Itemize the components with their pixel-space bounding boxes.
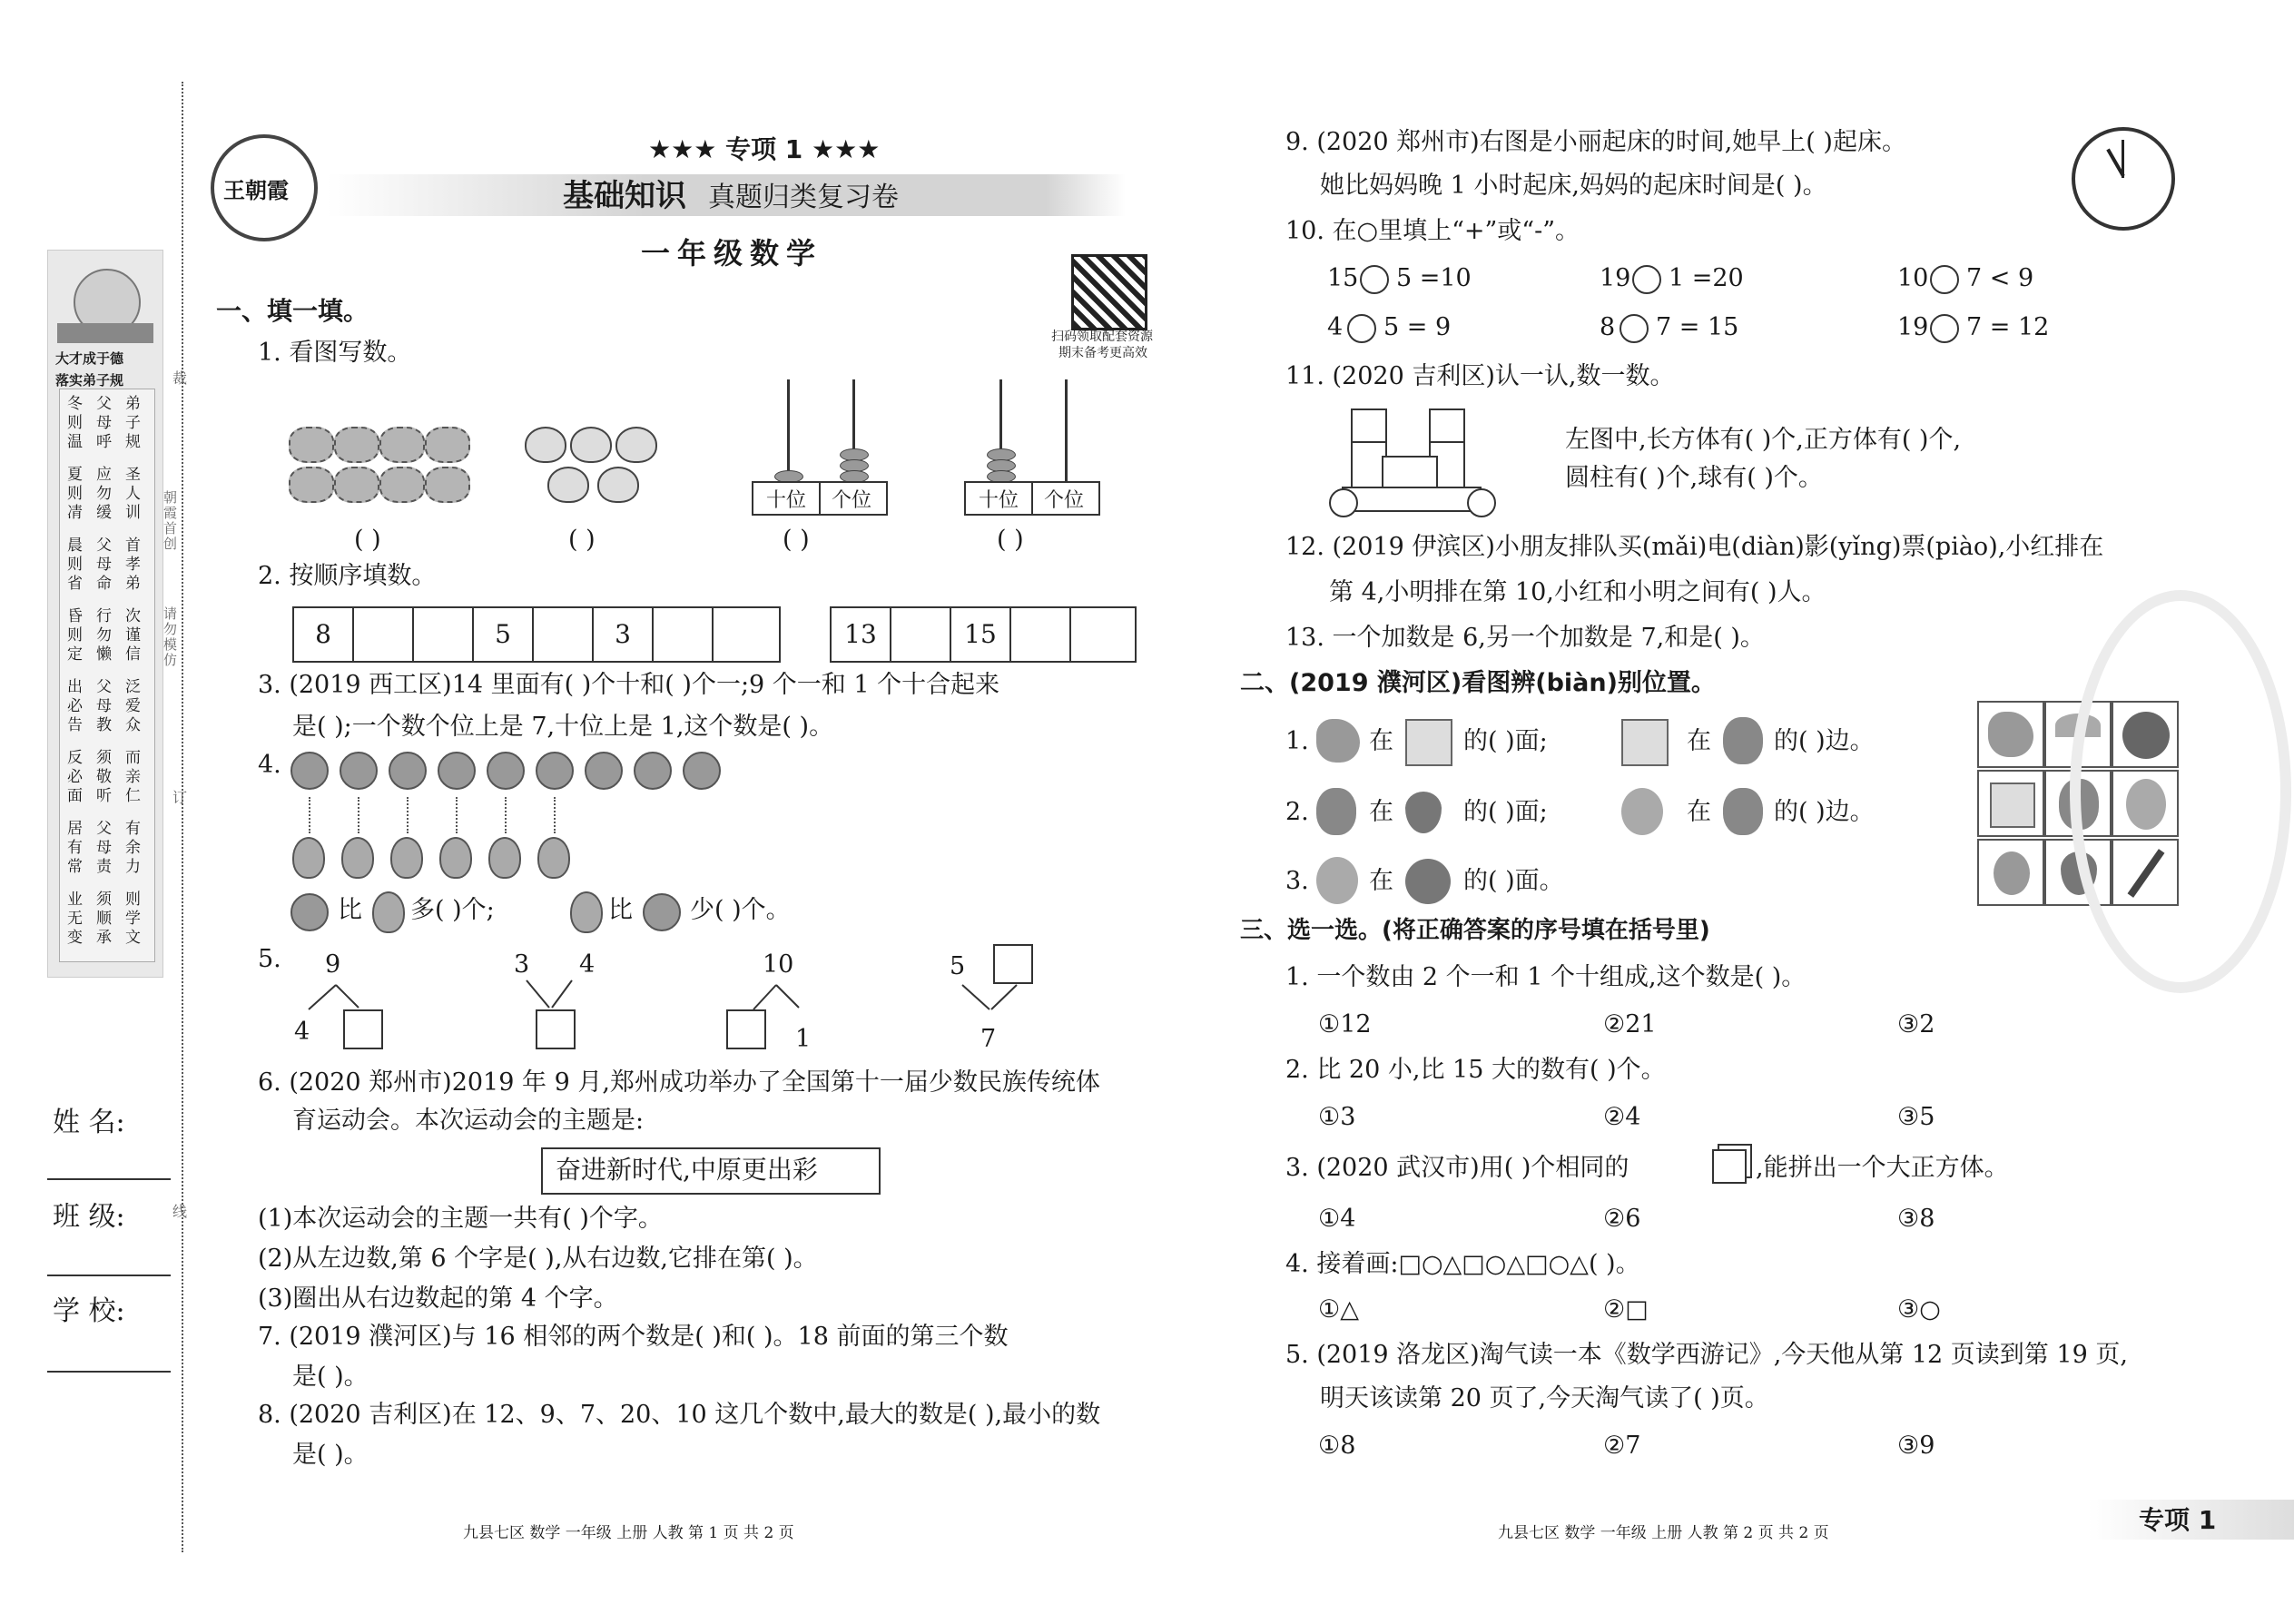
- shirt-icon: [1621, 719, 1669, 766]
- s3-q3-opt-2[interactable]: ②6: [1603, 1205, 1641, 1233]
- q4-pears: [292, 837, 583, 882]
- q6-line-2: 育运动会。本次运动会的主题是:: [292, 1107, 645, 1135]
- sequence-cell: 15: [951, 608, 1011, 661]
- poem-column: 首孝弟: [125, 536, 141, 593]
- q5-answer-box-c[interactable]: [726, 1009, 766, 1049]
- q4-text-a: 比: [338, 896, 362, 924]
- s3-q3-a: 3. (2020 武汉市)用( )个相同的: [1285, 1154, 1629, 1182]
- monkey-icon: [1316, 857, 1358, 904]
- sec2-text: 的( )面;: [1463, 727, 1548, 755]
- poem-column: 居有常: [67, 820, 83, 876]
- ball-icon: [1329, 488, 1358, 517]
- s3-q1-opt-2[interactable]: ②21: [1603, 1010, 1657, 1038]
- flower-icon: [334, 467, 379, 503]
- q13-prompt: 13. 一个加数是 6,另一个加数是 7,和是( )。: [1285, 624, 1765, 652]
- q1-answer-4[interactable]: ( ): [997, 526, 1024, 554]
- abacus-label-tens: 十位: [766, 489, 807, 512]
- abacus-label-ones: 个位: [1044, 489, 1085, 512]
- pear-icon: [390, 837, 423, 879]
- abacus-2: [964, 379, 1100, 516]
- tomato-icon: [536, 752, 574, 790]
- pear-icon: [570, 891, 603, 933]
- pineapple-icon: [1316, 788, 1356, 835]
- abacus-divider: [1031, 483, 1033, 514]
- side-panel: [47, 250, 163, 978]
- poem-grid: [59, 389, 155, 962]
- sequence-cell: 5: [474, 608, 534, 661]
- grid-cell-shirt: [1977, 770, 2044, 837]
- q11-line-2: 圆柱有( )个,球有( )个。: [1565, 464, 1823, 492]
- poem-column: 弟子规: [125, 395, 141, 451]
- operator-circle[interactable]: [1347, 314, 1376, 343]
- match-line: [456, 797, 458, 833]
- q5-num-b-right: 4: [579, 950, 596, 979]
- flower-icon: [379, 427, 425, 463]
- dolphin-icon: [1316, 719, 1360, 763]
- flowers-picture: [289, 427, 470, 508]
- section-1-title: 一、填一填。: [216, 296, 369, 326]
- q9-line-2: 她比妈妈晚 1 小时起床,妈妈的起床时间是( )。: [1320, 172, 1827, 200]
- poem-column: 须顺承: [96, 891, 112, 947]
- poem-column: 有余力: [125, 820, 141, 876]
- tomato-icon: [487, 752, 525, 790]
- abacus-label-ones: 个位: [832, 489, 872, 512]
- section-3-title: 三、选一选。(将正确答案的序号填在括号里): [1240, 917, 1710, 944]
- sec2-line-1: [1285, 715, 1957, 770]
- school-underline[interactable]: [47, 1371, 171, 1373]
- s3-q4-opt-3[interactable]: ③○: [1897, 1295, 1941, 1324]
- poem-column: 父母责: [96, 820, 112, 876]
- operator-circle[interactable]: [1930, 265, 1959, 294]
- pear-icon: [292, 837, 325, 879]
- q5-num-b-left: 3: [514, 950, 530, 979]
- cut-label-1: 裁: [172, 369, 188, 387]
- school-label: 学 校:: [53, 1295, 125, 1327]
- q7-line-2: 是( )。: [292, 1363, 369, 1391]
- q5-num-a-top: 9: [325, 950, 341, 979]
- peaches-picture: [525, 427, 661, 508]
- s3-q1: 1. 一个数由 2 个一和 1 个十组成,这个数是( )。: [1285, 963, 1807, 991]
- q11-prompt: 11. (2020 吉利区)认一认,数一数。: [1285, 362, 1675, 390]
- sequence-cell[interactable]: [714, 608, 772, 661]
- shirt-icon: [1405, 719, 1452, 766]
- name-label: 姓 名:: [53, 1107, 125, 1138]
- sec2-line-3: [1285, 855, 1830, 910]
- poem-column: 父母教: [96, 678, 112, 734]
- sequence-cell[interactable]: [354, 608, 414, 661]
- split-line: [776, 985, 799, 1008]
- q10-prompt: 10. 在○里填上“+”或“-”。: [1285, 217, 1580, 245]
- sequence-cell: 13: [832, 608, 891, 661]
- q1-answer-2[interactable]: ( ): [568, 526, 596, 554]
- q8-line-1: 8. (2020 吉利区)在 12、9、7、20、10 这几个数中,最大的数是( ),最小的数: [258, 1401, 1101, 1429]
- pear-icon: [537, 837, 570, 879]
- chick-icon: [1994, 851, 2030, 895]
- flower-icon: [289, 427, 334, 463]
- sequence-cell: 8: [294, 608, 354, 661]
- s3-q5-line-1: 5. (2019 洛龙区)淘气读一本《数学西游记》,今天他从第 12 页读到第 19 页,: [1285, 1341, 2128, 1369]
- split-line: [527, 980, 549, 1008]
- shirt-icon: [1990, 782, 2035, 828]
- q10-num: 4: [1327, 313, 1344, 341]
- sec2-text: 的( )面。: [1463, 867, 1564, 895]
- match-line: [505, 797, 507, 833]
- pear-icon: [372, 891, 405, 933]
- match-line: [358, 797, 359, 833]
- cut-label-2: 朝霞首创: [163, 489, 178, 552]
- q10-num: 19: [1600, 264, 1631, 292]
- cuboid-icon: [1382, 456, 1438, 490]
- match-line: [407, 797, 409, 833]
- s3-q4-opt-2[interactable]: ②□: [1603, 1295, 1649, 1324]
- q4-tomatoes: [290, 752, 726, 793]
- s3-q3-opt-3[interactable]: ③8: [1897, 1205, 1935, 1233]
- q10-num: 10: [1897, 264, 1929, 292]
- sec2-text: 在: [1687, 798, 1711, 826]
- q4-text-b: 多( )个;: [410, 896, 495, 924]
- poem-column: 父母呼: [96, 395, 112, 451]
- q1-answer-1[interactable]: ( ): [354, 526, 381, 554]
- abacus-divider: [819, 483, 821, 514]
- pear-icon: [439, 837, 472, 879]
- cut-label-4: 订: [172, 789, 188, 806]
- s3-q2-opt-2[interactable]: ②4: [1603, 1103, 1641, 1131]
- q4-number: 4.: [258, 751, 281, 779]
- operator-circle[interactable]: [1620, 314, 1649, 343]
- poem-column: 泛爱众: [125, 678, 141, 734]
- s3-q5-opt-3[interactable]: ③9: [1897, 1432, 1935, 1460]
- peach-icon: [597, 467, 639, 503]
- grid-cell-chick: [1977, 839, 2044, 906]
- clock-icon: [2072, 127, 2175, 231]
- split-line: [309, 985, 336, 1009]
- poem-column: 应勿缓: [96, 466, 112, 522]
- q1-answer-3[interactable]: ( ): [783, 526, 810, 554]
- title-sub: 真题归类复习卷: [708, 182, 899, 213]
- cube-icon: [1351, 408, 1387, 445]
- q12-line-1: 12. (2019 伊滨区)小朋友排队买(mǎi)电(diàn)影(yǐng)票(piào),小红排在: [1285, 533, 2104, 561]
- cut-label-3: 请勿模仿: [163, 605, 178, 668]
- cut-label-5: 线: [172, 1203, 188, 1220]
- dolphin-icon: [1988, 712, 2033, 757]
- pear-icon: [341, 837, 374, 879]
- poem-column: 父母命: [96, 536, 112, 593]
- tomato-icon: [585, 752, 623, 790]
- sequence-cell[interactable]: [534, 608, 594, 661]
- monkey-icon: [1621, 788, 1663, 835]
- poem-column: 出必告: [67, 678, 83, 734]
- q3-line-1: 3. (2019 西工区)14 里面有( )个十和( )个一;9 个一和 1 个十合起来: [258, 671, 1000, 699]
- sequence-cell: 3: [594, 608, 654, 661]
- tomato-icon: [389, 752, 427, 790]
- operator-circle[interactable]: [1360, 265, 1389, 294]
- split-line: [753, 985, 776, 1009]
- match-line: [309, 797, 310, 833]
- cube-icon: [1429, 408, 1465, 445]
- poem-column: 反必面: [67, 749, 83, 805]
- operator-circle[interactable]: [1632, 265, 1661, 294]
- sequence-cell[interactable]: [1071, 608, 1129, 661]
- s3-q3-opt-1[interactable]: ①4: [1318, 1205, 1356, 1233]
- clock-minute-hand: [2122, 140, 2124, 178]
- q10-num: 8: [1600, 313, 1616, 341]
- tomato-icon: [683, 752, 721, 790]
- operator-circle[interactable]: [1930, 314, 1959, 343]
- poem-column: 圣人训: [125, 466, 141, 522]
- grid-cell-dolphin: [1977, 701, 2044, 768]
- s3-q1-opt-1[interactable]: ①12: [1318, 1010, 1372, 1038]
- q10-item-6: [1897, 312, 2170, 345]
- s3-q2: 2. 比 20 小,比 15 大的数有( )个。: [1285, 1056, 1666, 1084]
- s3-q1-opt-3[interactable]: ③2: [1897, 1010, 1935, 1038]
- q10-num: 19: [1897, 313, 1929, 341]
- q5-answer-box-b[interactable]: [536, 1009, 576, 1049]
- binding-line: [182, 82, 183, 1552]
- sec2-text: 在: [1687, 727, 1711, 755]
- q7-line-1: 7. (2019 濮河区)与 16 相邻的两个数是( )和( )。18 前面的第三个数: [258, 1323, 1009, 1351]
- s3-q2-opt-1[interactable]: ①3: [1318, 1103, 1356, 1131]
- corner-tag: 专项 1: [2139, 1505, 2217, 1535]
- q4-text-d: 少( )个。: [690, 896, 791, 924]
- q10-rest: 5 =10: [1396, 264, 1472, 292]
- q1-prompt: 1. 看图写数。: [258, 339, 412, 367]
- q5-answer-box-a[interactable]: [343, 1009, 383, 1049]
- sec2-text: 在: [1369, 727, 1393, 755]
- pear-icon: [488, 837, 521, 879]
- pineapple-icon: [1723, 788, 1763, 835]
- q10-rest: 5 = 9: [1383, 313, 1452, 341]
- poem-column: 晨则省: [67, 536, 83, 593]
- ball-icon: [1467, 488, 1496, 517]
- q6-theme-box: [541, 1147, 881, 1195]
- flower-icon: [379, 467, 425, 503]
- slogan-2: 落实弟子规: [55, 372, 124, 389]
- q6-line-1: 6. (2020 郑州市)2019 年 9 月,郑州成功举办了全国第十一届少数民族传统体: [258, 1068, 1100, 1097]
- split-line: [336, 985, 359, 1008]
- flower-icon: [334, 427, 379, 463]
- class-underline[interactable]: [47, 1275, 171, 1276]
- apple-icon: [1405, 859, 1451, 904]
- peach-icon: [615, 427, 657, 463]
- cuboid-icon: [1342, 487, 1482, 512]
- sequence-cell[interactable]: [414, 608, 474, 661]
- q4-text-c: 比: [608, 896, 633, 924]
- q6-sub-3: (3)圈出从右边数起的第 4 个字。: [258, 1284, 618, 1313]
- brand-logo-text: 王朝霞: [223, 178, 289, 203]
- grade-subject: 一年级数学: [641, 236, 823, 271]
- peach-icon: [547, 467, 589, 503]
- peach-icon: [570, 427, 612, 463]
- q6-sub-1: (1)本次运动会的主题一共有( )个字。: [258, 1205, 663, 1233]
- series-label: ★★★ 专项 1 ★★★: [648, 134, 881, 164]
- q5-num-c-top: 10: [763, 950, 794, 979]
- class-label: 班 级:: [53, 1201, 125, 1233]
- abacus-base: [964, 481, 1100, 516]
- brand-logo: [211, 134, 318, 241]
- q10-rest: 7 = 12: [1966, 313, 2050, 341]
- sequence-cell[interactable]: [891, 608, 951, 661]
- split-line: [552, 980, 572, 1008]
- flower-icon: [425, 467, 470, 503]
- poem-column: 而亲仁: [125, 749, 141, 805]
- s3-q5-opt-2[interactable]: ②7: [1603, 1432, 1641, 1460]
- sec2-text: 的( )边。: [1774, 727, 1875, 755]
- sec2-line-2: [1285, 786, 1957, 841]
- tomato-icon: [340, 752, 378, 790]
- q10-item-2: [1600, 263, 1872, 296]
- s3-q5-opt-1[interactable]: ①8: [1318, 1432, 1356, 1460]
- abacus-base: [752, 481, 888, 516]
- q6-sub-2: (2)从左边数,第 6 个字是( ),从右边数,它排在第( )。: [258, 1245, 818, 1273]
- sequence-cell[interactable]: [1011, 608, 1071, 661]
- sec2-num: 2.: [1285, 798, 1309, 826]
- q5-split-diagrams: [281, 935, 1098, 1053]
- q10-rest: 7 < 9: [1966, 264, 2034, 292]
- q5-num-a-left: 4: [294, 1018, 310, 1046]
- sec2-text: 在: [1369, 867, 1393, 895]
- s3-q3-b: ,能拼出一个大正方体。: [1756, 1154, 2009, 1182]
- qr-caption-1: 扫码领取配套资源: [1051, 330, 1153, 344]
- sec2-text: 在: [1369, 798, 1393, 826]
- cube-small-icon: [1712, 1149, 1747, 1184]
- abacus-rod: [787, 379, 790, 481]
- q12-line-2: 第 4,小明排在第 10,小红和小明之间有( )人。: [1329, 578, 1826, 606]
- answer-watermark: [2070, 590, 2291, 993]
- tomato-icon: [290, 893, 329, 931]
- poem-column: 业无变: [67, 891, 83, 947]
- poem-column: 次谨信: [125, 607, 141, 664]
- sec2-text: 的( )边。: [1774, 798, 1875, 826]
- section-2-title: 二、(2019 濮河区)看图辨(biàn)别位置。: [1240, 669, 1716, 697]
- qr-code[interactable]: [1071, 254, 1147, 330]
- q3-line-2: 是( );一个数个位上是 7,十位上是 1,这个数是( )。: [292, 713, 834, 741]
- split-line: [962, 985, 989, 1009]
- q10-num: 15: [1327, 264, 1359, 292]
- mascot-desk: [57, 323, 153, 343]
- q5-number: 5.: [258, 945, 281, 973]
- sec2-text: 的( )面;: [1463, 798, 1548, 826]
- s3-q5-line-2: 明天该读第 20 页了,今天淘气读了( )页。: [1320, 1384, 1769, 1412]
- q10-rest: 7 = 15: [1656, 313, 1739, 341]
- q5-num-c-right: 1: [795, 1025, 812, 1053]
- q4-match-lines: [309, 797, 599, 833]
- title-main: 基础知识: [563, 178, 686, 214]
- abacus-1: [752, 379, 888, 516]
- split-line: [991, 985, 1017, 1009]
- slogan-1: 大才成于德: [55, 350, 124, 367]
- q10-item-3: [1897, 263, 2170, 296]
- poem-column: 则学文: [125, 891, 141, 947]
- sequence-cell[interactable]: [654, 608, 714, 661]
- sequence-row-2: [830, 606, 1137, 663]
- strawberry-icon: [1405, 792, 1442, 833]
- poem-column: 行勿懒: [96, 607, 112, 664]
- q10-rest: 1 =20: [1669, 264, 1744, 292]
- name-underline[interactable]: [47, 1178, 171, 1180]
- q4-compare-line: [290, 891, 890, 931]
- sec2-num: 3.: [1285, 867, 1309, 895]
- abacus-rod: [1065, 379, 1068, 481]
- q11-line-1: 左图中,长方体有( )个,正方体有( )个,: [1565, 426, 1962, 454]
- poem-column: 昏则定: [67, 607, 83, 664]
- q10-item-1: [1327, 263, 1600, 296]
- series-text: 专项 1: [725, 134, 803, 164]
- q6-theme-text: 奋进新时代,中原更出彩: [556, 1155, 818, 1185]
- abacus-label-tens: 十位: [979, 489, 1019, 512]
- left-footer: 九县七区 数学 一年级 上册 人教 第 1 页 共 2 页: [463, 1524, 794, 1542]
- right-footer: 九县七区 数学 一年级 上册 人教 第 2 页 共 2 页: [1498, 1524, 1829, 1542]
- flower-icon: [425, 427, 470, 463]
- tomato-icon: [643, 893, 681, 931]
- flower-icon: [289, 467, 334, 503]
- pineapple-icon: [1723, 717, 1763, 764]
- solids-picture: [1329, 405, 1501, 517]
- sec2-num: 1.: [1285, 727, 1309, 755]
- qr-caption-2: 期末备考更高效: [1058, 346, 1147, 360]
- q5-num-d-bottom: 7: [980, 1025, 997, 1053]
- q10-item-4: [1327, 312, 1600, 345]
- match-line: [554, 797, 556, 833]
- q8-line-2: 是( )。: [292, 1441, 369, 1469]
- poem-column: 冬则温: [67, 395, 83, 451]
- q9-line-1: 9. (2020 郑州市)右图是小丽起床的时间,她早上( )起床。: [1285, 128, 1906, 156]
- tomato-icon: [290, 752, 329, 790]
- peach-icon: [525, 427, 566, 463]
- tomato-icon: [634, 752, 672, 790]
- poem-column: 须敬听: [96, 749, 112, 805]
- s3-q4: 4. 接着画:□○△□○△□○△( )。: [1285, 1250, 1640, 1278]
- poem-column: 夏则凊: [67, 466, 83, 522]
- s3-q2-opt-3[interactable]: ③5: [1897, 1103, 1935, 1131]
- q5-num-d-left: 5: [950, 952, 966, 980]
- q10-item-5: [1600, 312, 1872, 345]
- q5-answer-box-d[interactable]: [993, 944, 1033, 984]
- tomato-icon: [438, 752, 476, 790]
- sequence-row-1: [292, 606, 781, 663]
- s3-q4-opt-1[interactable]: ①△: [1318, 1295, 1359, 1324]
- q2-prompt: 2. 按顺序填数。: [258, 562, 437, 590]
